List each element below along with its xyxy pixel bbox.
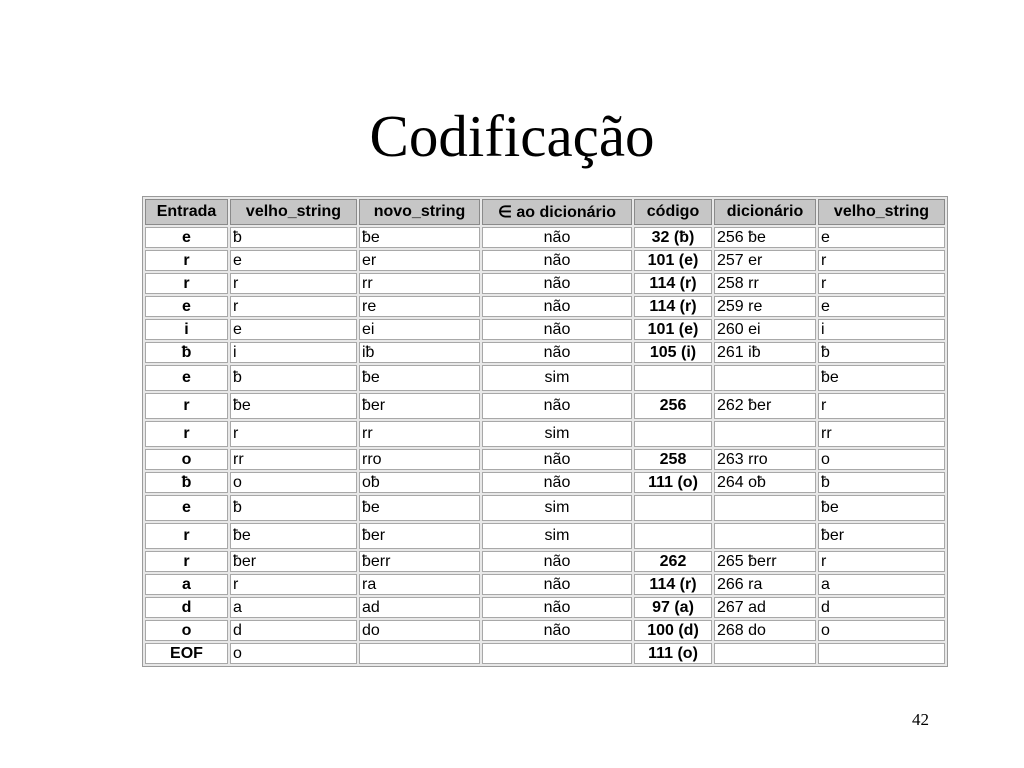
table-row — [145, 227, 945, 248]
cell-velho-string-2: r — [818, 250, 945, 271]
cell-in-dictionary: não — [482, 227, 632, 248]
cell-velho-string-2: r — [818, 551, 945, 572]
cell-dicionario: 265 ƀerr — [714, 551, 816, 572]
cell-in-dictionary: não — [482, 472, 632, 493]
table-row — [145, 296, 945, 317]
cell-entrada: r — [145, 551, 228, 572]
cell-in-dictionary: não — [482, 319, 632, 340]
cell-in-dictionary: não — [482, 273, 632, 294]
cell-codigo: 101 (e) — [634, 319, 712, 340]
cell-codigo: 111 (o) — [634, 643, 712, 664]
table-row — [145, 495, 945, 521]
cell-entrada: d — [145, 597, 228, 618]
table-row — [145, 620, 945, 641]
header-codigo: código — [634, 199, 712, 225]
table-row — [145, 551, 945, 572]
cell-dicionario: 261 iƀ — [714, 342, 816, 363]
page-number: 42 — [912, 710, 929, 729]
cell-dicionario: 266 ra — [714, 574, 816, 595]
cell-in-dictionary: não — [482, 449, 632, 470]
cell-velho-string-2: rr — [818, 421, 945, 447]
cell-entrada: r — [145, 523, 228, 549]
cell-novo-string: rr — [359, 421, 480, 447]
cell-novo-string: oƀ — [359, 472, 480, 493]
header-in-dictionary: ∈ ao dicionário — [482, 199, 632, 225]
cell-novo-string: iƀ — [359, 342, 480, 363]
cell-dicionario — [714, 495, 816, 521]
cell-codigo — [634, 495, 712, 521]
cell-velho-string-2: d — [818, 597, 945, 618]
cell-novo-string: er — [359, 250, 480, 271]
cell-novo-string: rr — [359, 273, 480, 294]
cell-dicionario: 259 re — [714, 296, 816, 317]
cell-velho-string-2: r — [818, 393, 945, 419]
cell-in-dictionary: não — [482, 296, 632, 317]
cell-dicionario: 256 ƀe — [714, 227, 816, 248]
cell-dicionario: 264 oƀ — [714, 472, 816, 493]
cell-codigo: 32 (ƀ) — [634, 227, 712, 248]
cell-codigo — [634, 523, 712, 549]
cell-codigo — [634, 421, 712, 447]
cell-velho-string: d — [230, 620, 357, 641]
cell-velho-string: r — [230, 421, 357, 447]
cell-novo-string: re — [359, 296, 480, 317]
cell-velho-string: e — [230, 319, 357, 340]
lzw-encoding-table — [142, 196, 948, 667]
table-row — [145, 319, 945, 340]
cell-velho-string-2 — [818, 643, 945, 664]
cell-codigo: 114 (r) — [634, 273, 712, 294]
cell-velho-string: ƀ — [230, 365, 357, 391]
cell-velho-string: r — [230, 273, 357, 294]
table-row — [145, 342, 945, 363]
table-row — [145, 421, 945, 447]
cell-entrada: EOF — [145, 643, 228, 664]
cell-in-dictionary: sim — [482, 495, 632, 521]
header-entrada: Entrada — [145, 199, 228, 225]
cell-codigo: 114 (r) — [634, 296, 712, 317]
cell-entrada: r — [145, 421, 228, 447]
cell-novo-string: ra — [359, 574, 480, 595]
cell-entrada: e — [145, 495, 228, 521]
cell-velho-string-2: r — [818, 273, 945, 294]
cell-in-dictionary — [482, 643, 632, 664]
cell-in-dictionary: sim — [482, 523, 632, 549]
cell-codigo: 262 — [634, 551, 712, 572]
cell-velho-string: o — [230, 472, 357, 493]
table-body — [145, 227, 945, 664]
table-row — [145, 365, 945, 391]
cell-dicionario — [714, 365, 816, 391]
cell-dicionario: 258 rr — [714, 273, 816, 294]
cell-velho-string: ƀer — [230, 551, 357, 572]
cell-velho-string-2: ƀer — [818, 523, 945, 549]
cell-entrada: o — [145, 449, 228, 470]
cell-novo-string: rro — [359, 449, 480, 470]
table-row — [145, 472, 945, 493]
cell-entrada: ƀ — [145, 342, 228, 363]
header-novo-string: novo_string — [359, 199, 480, 225]
cell-dicionario: 263 rro — [714, 449, 816, 470]
cell-dicionario — [714, 523, 816, 549]
cell-novo-string — [359, 643, 480, 664]
cell-dicionario: 257 er — [714, 250, 816, 271]
table-row — [145, 393, 945, 419]
cell-in-dictionary: não — [482, 620, 632, 641]
cell-velho-string: ƀe — [230, 393, 357, 419]
cell-velho-string: o — [230, 643, 357, 664]
cell-novo-string: ƀe — [359, 227, 480, 248]
cell-entrada: r — [145, 250, 228, 271]
header-velho-string-2: velho_string — [818, 199, 945, 225]
table-row — [145, 273, 945, 294]
cell-velho-string-2: a — [818, 574, 945, 595]
cell-entrada: r — [145, 273, 228, 294]
cell-in-dictionary: não — [482, 393, 632, 419]
cell-codigo: 111 (o) — [634, 472, 712, 493]
cell-novo-string: ei — [359, 319, 480, 340]
slide-title: Codificação — [369, 103, 655, 169]
cell-velho-string-2: ƀe — [818, 365, 945, 391]
cell-dicionario: 260 ei — [714, 319, 816, 340]
cell-in-dictionary: sim — [482, 421, 632, 447]
cell-codigo — [634, 365, 712, 391]
cell-dicionario — [714, 421, 816, 447]
cell-velho-string-2: i — [818, 319, 945, 340]
cell-entrada: r — [145, 393, 228, 419]
table-row — [145, 597, 945, 618]
cell-in-dictionary: não — [482, 250, 632, 271]
table-row — [145, 449, 945, 470]
cell-codigo: 256 — [634, 393, 712, 419]
cell-velho-string: a — [230, 597, 357, 618]
table-row — [145, 643, 945, 664]
cell-velho-string-2: ƀ — [818, 472, 945, 493]
cell-codigo: 114 (r) — [634, 574, 712, 595]
cell-novo-string: ƀe — [359, 365, 480, 391]
table-header-row — [145, 199, 945, 225]
cell-velho-string: ƀ — [230, 227, 357, 248]
cell-entrada: i — [145, 319, 228, 340]
cell-velho-string-2: e — [818, 227, 945, 248]
cell-entrada: e — [145, 365, 228, 391]
cell-novo-string: ƀe — [359, 495, 480, 521]
cell-codigo: 105 (i) — [634, 342, 712, 363]
table-row — [145, 574, 945, 595]
cell-velho-string: r — [230, 296, 357, 317]
cell-velho-string-2: o — [818, 449, 945, 470]
cell-in-dictionary: não — [482, 574, 632, 595]
cell-in-dictionary: não — [482, 342, 632, 363]
cell-entrada: ƀ — [145, 472, 228, 493]
cell-codigo: 100 (d) — [634, 620, 712, 641]
cell-velho-string-2: ƀe — [818, 495, 945, 521]
cell-dicionario: 262 ƀer — [714, 393, 816, 419]
cell-entrada: a — [145, 574, 228, 595]
cell-velho-string-2: ƀ — [818, 342, 945, 363]
header-velho-string: velho_string — [230, 199, 357, 225]
cell-codigo: 258 — [634, 449, 712, 470]
cell-novo-string: do — [359, 620, 480, 641]
cell-in-dictionary: não — [482, 597, 632, 618]
table-row — [145, 250, 945, 271]
cell-entrada: o — [145, 620, 228, 641]
cell-dicionario — [714, 643, 816, 664]
cell-entrada: e — [145, 227, 228, 248]
cell-velho-string: e — [230, 250, 357, 271]
cell-entrada: e — [145, 296, 228, 317]
cell-codigo: 97 (a) — [634, 597, 712, 618]
cell-novo-string: ad — [359, 597, 480, 618]
header-dicionario: dicionário — [714, 199, 816, 225]
cell-velho-string-2: o — [818, 620, 945, 641]
cell-dicionario: 267 ad — [714, 597, 816, 618]
cell-velho-string-2: e — [818, 296, 945, 317]
cell-velho-string: i — [230, 342, 357, 363]
cell-codigo: 101 (e) — [634, 250, 712, 271]
cell-velho-string: r — [230, 574, 357, 595]
cell-velho-string: ƀe — [230, 523, 357, 549]
cell-velho-string: ƀ — [230, 495, 357, 521]
cell-in-dictionary: não — [482, 551, 632, 572]
cell-velho-string: rr — [230, 449, 357, 470]
table-row — [145, 523, 945, 549]
cell-novo-string: ƀerr — [359, 551, 480, 572]
cell-in-dictionary: sim — [482, 365, 632, 391]
cell-dicionario: 268 do — [714, 620, 816, 641]
lzw-table-container — [142, 196, 948, 667]
cell-novo-string: ƀer — [359, 393, 480, 419]
cell-novo-string: ƀer — [359, 523, 480, 549]
